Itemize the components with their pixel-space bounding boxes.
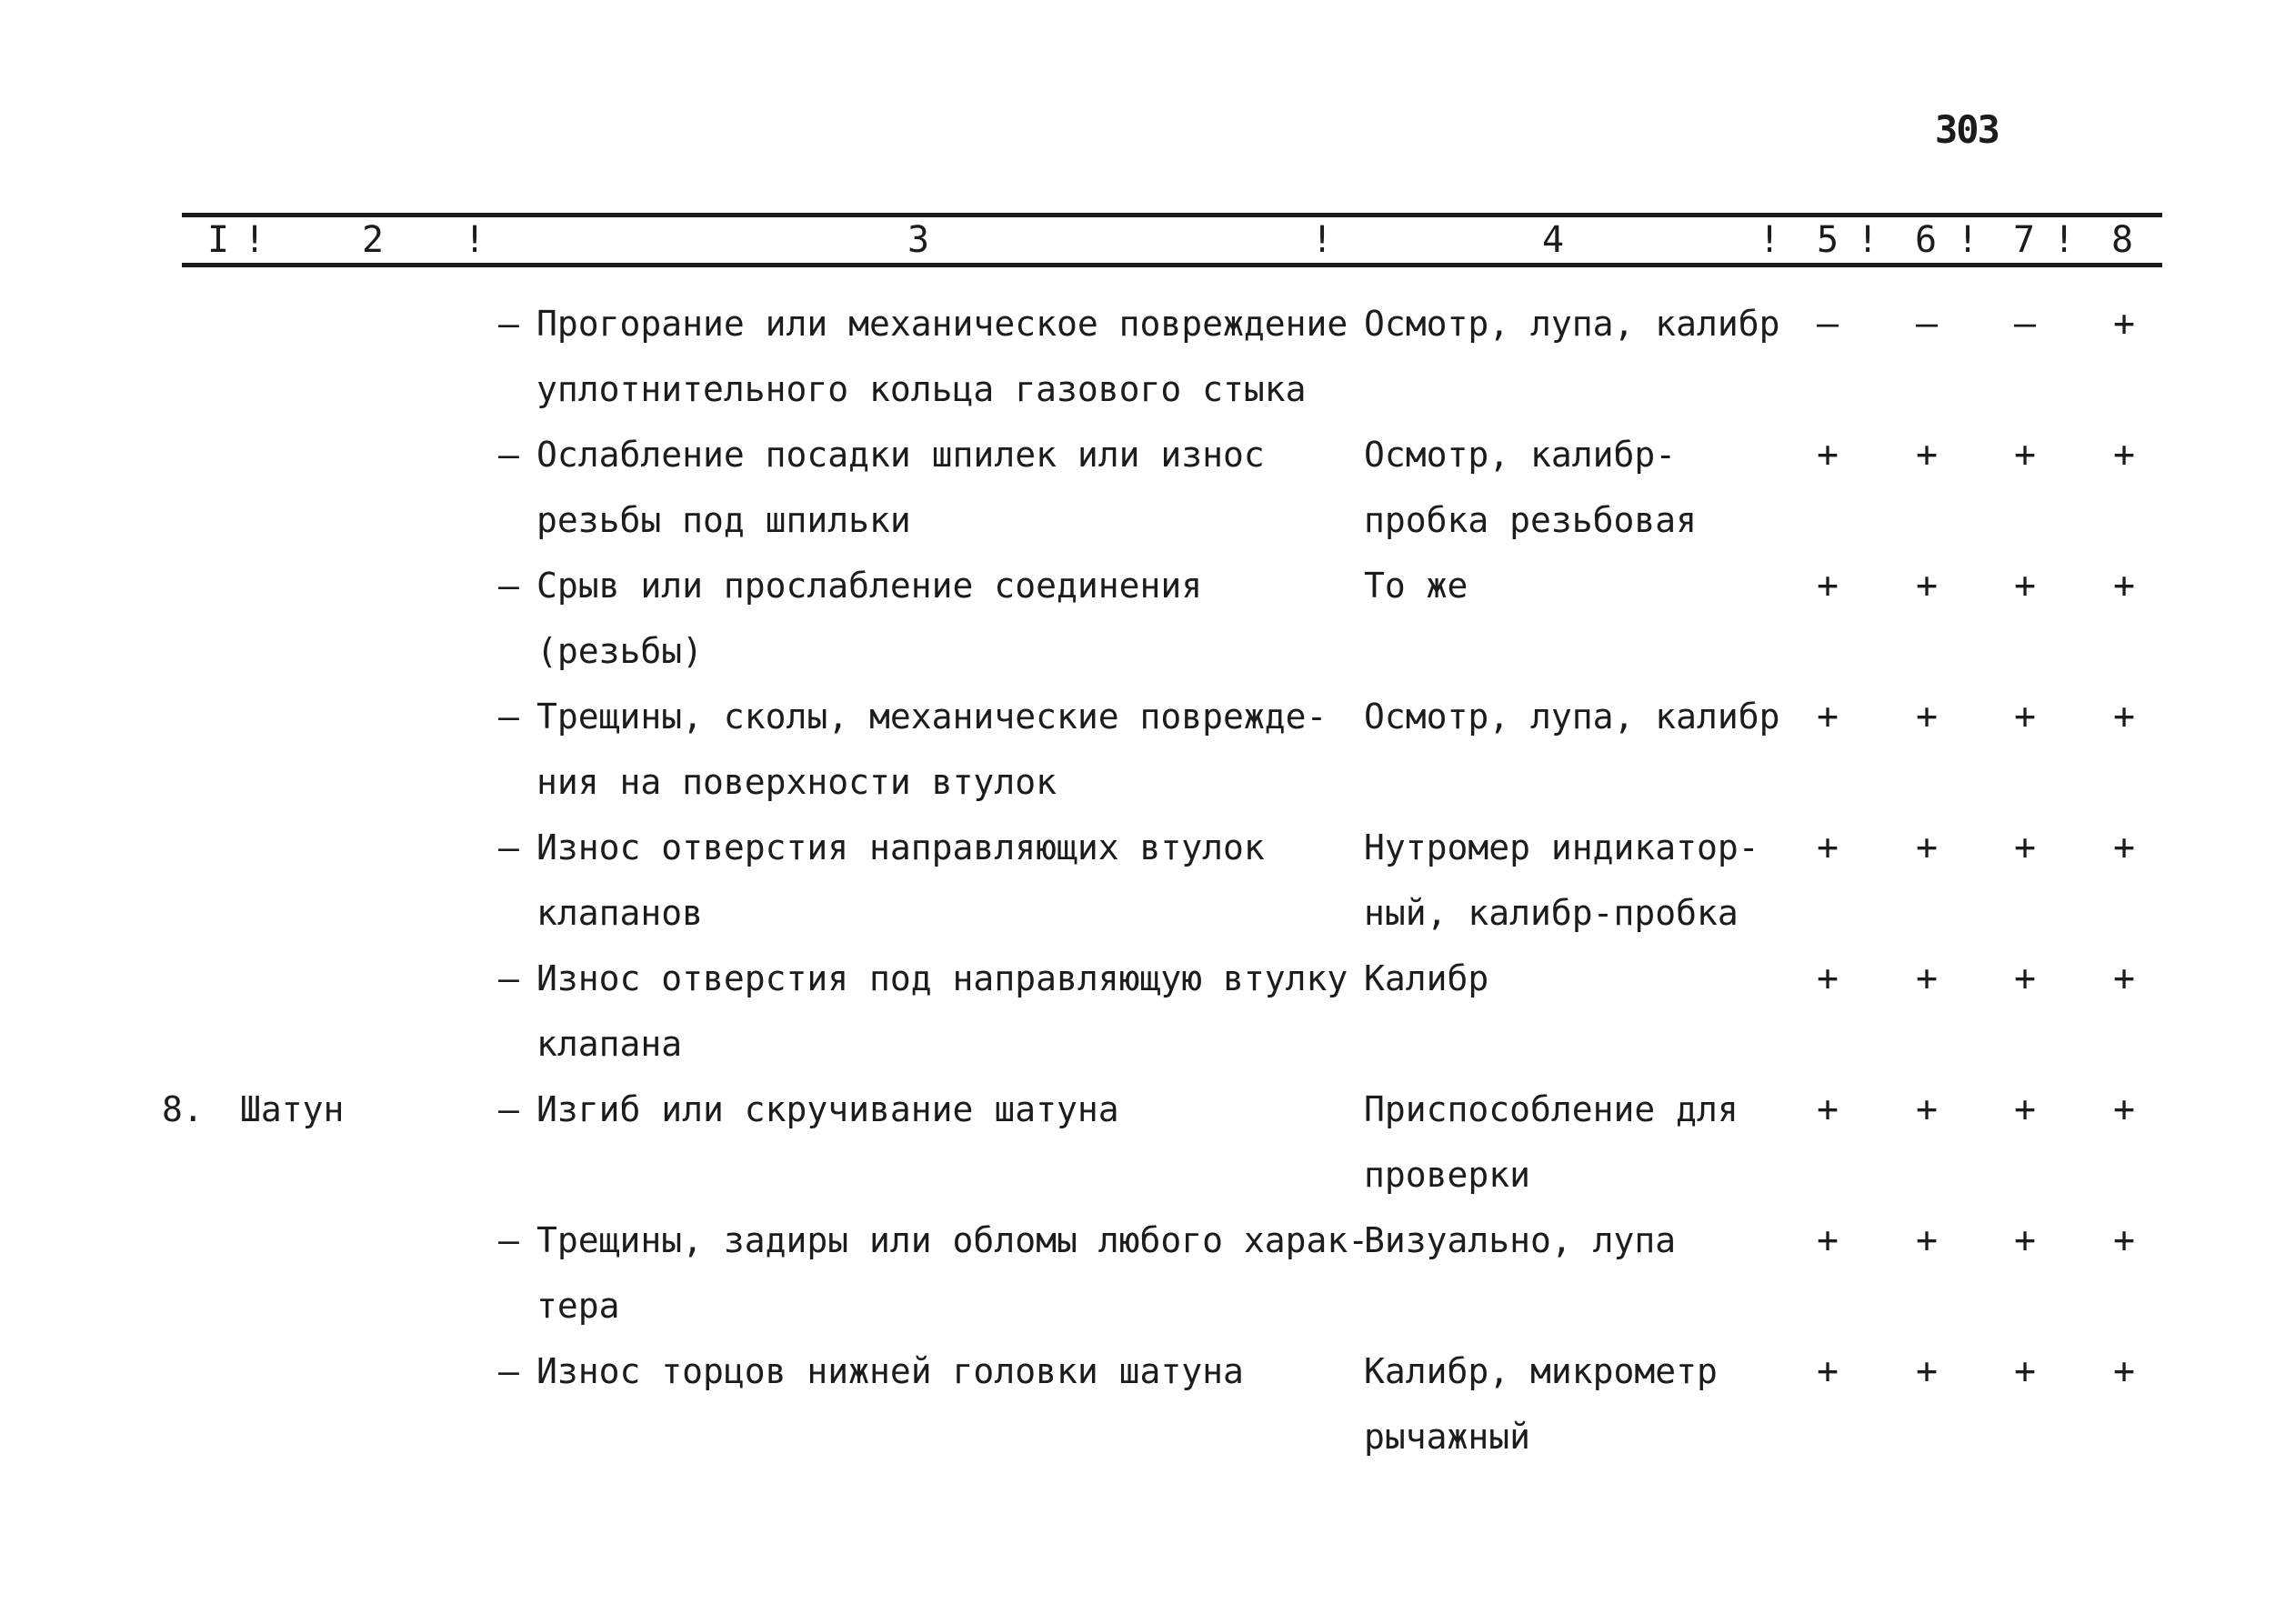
- applicability-mark: +: [2013, 957, 2037, 999]
- header-col-7: 7: [2012, 219, 2036, 261]
- applicability-mark: +: [2112, 434, 2136, 476]
- applicability-mark: +: [1915, 1088, 1939, 1130]
- applicability-mark: +: [1915, 1219, 1939, 1261]
- applicability-mark: +: [2112, 1088, 2136, 1130]
- defect-text: Износ отверстия под направляющую втулку: [536, 958, 1348, 998]
- header-separator: !: [244, 219, 266, 261]
- inspection-method: Приспособление для: [1364, 1089, 1739, 1129]
- applicability-mark: +: [2013, 1350, 2037, 1392]
- inspection-method: То же: [1364, 566, 1468, 606]
- applicability-mark: +: [1915, 434, 1939, 476]
- defect-text: Ослабление посадки шпилек или износ: [536, 435, 1265, 475]
- applicability-mark: +: [1816, 827, 1839, 868]
- header-separator: !: [1857, 219, 1879, 261]
- applicability-mark: +: [2112, 565, 2136, 606]
- inspection-method: проверки: [1364, 1155, 1531, 1195]
- header-rule-bottom: [182, 263, 2162, 267]
- inspection-method: рычажный: [1364, 1417, 1531, 1457]
- inspection-method: Калибр: [1364, 958, 1489, 998]
- applicability-mark: +: [1915, 565, 1939, 606]
- applicability-mark: –: [1816, 303, 1839, 345]
- header-col-8: 8: [2110, 219, 2134, 261]
- applicability-mark: –: [1915, 303, 1939, 345]
- applicability-mark: +: [2112, 696, 2136, 737]
- item-number: 8.: [162, 1089, 204, 1129]
- header-col-1: I: [206, 219, 230, 261]
- applicability-mark: +: [2112, 827, 2136, 868]
- header-rule-top: [182, 213, 2162, 217]
- defect-bullet: –: [498, 958, 519, 998]
- defect-bullet: –: [498, 566, 519, 606]
- defect-text: резьбы под шпильки: [536, 500, 911, 540]
- header-col-3: 3: [907, 219, 930, 261]
- defect-bullet: –: [498, 697, 519, 737]
- applicability-mark: +: [1915, 957, 1939, 999]
- header-col-2: 2: [361, 219, 385, 261]
- inspection-method: ный, калибр-пробка: [1364, 893, 1739, 933]
- header-separator: !: [1759, 219, 1781, 261]
- applicability-mark: +: [2112, 1350, 2136, 1392]
- inspection-method: Визуально, лупа: [1364, 1220, 1677, 1260]
- page-number: 303: [1935, 107, 1999, 152]
- applicability-mark: +: [1816, 957, 1839, 999]
- applicability-mark: +: [2112, 1219, 2136, 1261]
- defect-text: клапана: [536, 1024, 683, 1064]
- applicability-mark: +: [1816, 1350, 1839, 1392]
- defect-text: Износ торцов нижней головки шатуна: [536, 1351, 1244, 1391]
- applicability-mark: +: [2013, 1088, 2037, 1130]
- header-separator: !: [1311, 219, 1334, 261]
- defect-text: ния на поверхности втулок: [536, 762, 1057, 802]
- inspection-method: Калибр, микрометр: [1364, 1351, 1718, 1391]
- inspection-method: пробка резьбовая: [1364, 500, 1698, 540]
- defect-text: Прогорание или механическое повреждение: [536, 304, 1348, 344]
- defect-bullet: –: [498, 435, 519, 475]
- defect-text: Износ отверстия направляющих втулок: [536, 827, 1265, 867]
- defect-text: клапанов: [536, 893, 704, 933]
- header-col-5: 5: [1816, 219, 1839, 261]
- inspection-method: Осмотр, лупа, калибр: [1364, 697, 1780, 737]
- header-separator: !: [1957, 219, 1979, 261]
- header-col-4: 4: [1541, 219, 1565, 261]
- part-name: Шатун: [240, 1089, 345, 1129]
- inspection-method: Осмотр, калибр-: [1364, 435, 1677, 475]
- applicability-mark: +: [2013, 696, 2037, 737]
- applicability-mark: +: [1816, 1219, 1839, 1261]
- applicability-mark: +: [1915, 1350, 1939, 1392]
- applicability-mark: +: [2013, 1219, 2037, 1261]
- header-col-6: 6: [1914, 219, 1938, 261]
- defect-bullet: –: [498, 1351, 519, 1391]
- applicability-mark: +: [2013, 565, 2037, 606]
- defect-bullet: –: [498, 1220, 519, 1260]
- defect-bullet: –: [498, 1089, 519, 1129]
- defect-text: Срыв или прослабление соединения: [536, 566, 1203, 606]
- applicability-mark: +: [2013, 434, 2037, 476]
- defect-text: (резьбы): [536, 631, 704, 671]
- applicability-mark: +: [2013, 827, 2037, 868]
- defect-text: Трещины, задиры или обломы любого харак-: [536, 1220, 1369, 1260]
- applicability-mark: +: [1816, 434, 1839, 476]
- applicability-mark: +: [2112, 303, 2136, 345]
- applicability-mark: +: [2112, 957, 2136, 999]
- defect-text: уплотнительного кольца газового стыка: [536, 369, 1307, 409]
- inspection-method: Осмотр, лупа, калибр: [1364, 304, 1780, 344]
- defect-bullet: –: [498, 304, 519, 344]
- applicability-mark: +: [1816, 696, 1839, 737]
- applicability-mark: –: [2013, 303, 2037, 345]
- applicability-mark: +: [1816, 565, 1839, 606]
- applicability-mark: +: [1816, 1088, 1839, 1130]
- defect-text: Изгиб или скручивание шатуна: [536, 1089, 1119, 1129]
- applicability-mark: +: [1915, 827, 1939, 868]
- inspection-method: Нутромер индикатор-: [1364, 827, 1759, 867]
- header-separator: !: [464, 219, 486, 261]
- defect-text: тера: [536, 1286, 620, 1326]
- header-separator: !: [2053, 219, 2076, 261]
- defect-bullet: –: [498, 827, 519, 867]
- defect-text: Трещины, сколы, механические поврежде-: [536, 697, 1328, 737]
- applicability-mark: +: [1915, 696, 1939, 737]
